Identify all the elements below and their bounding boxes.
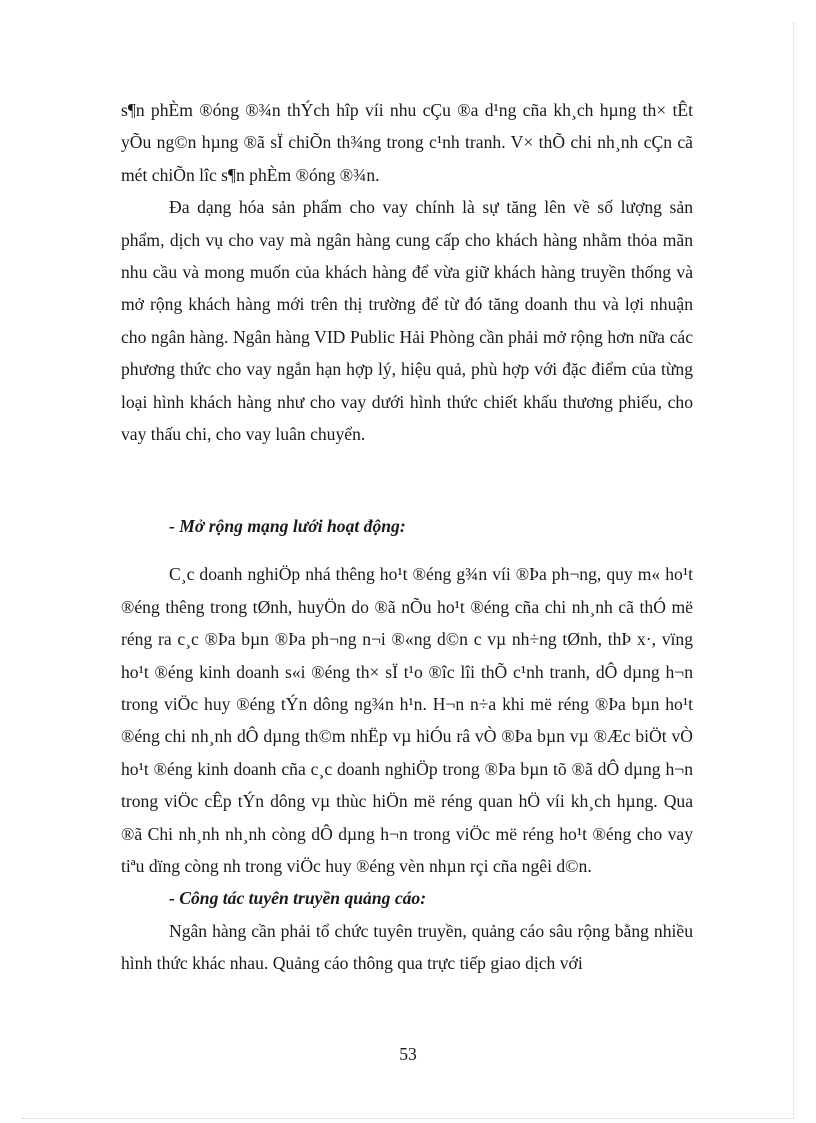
page-border-right	[793, 22, 794, 1118]
paragraph-network-expansion: C¸c doanh nghiÖp nhá thêng ho¹t ®éng g¾n víi ®Þa ph¬ng, quy m« ho¹t ®éng thêng trong tØnh, huyÖn do ®ã nÕu ho¹t ®éng cña chi nh¸nh cã thÓ më réng ra c¸c ®Þa bµn ®Þa ph¬ng n¬i ®«ng d©n c vµ nh÷ng tØnh, thÞ x·, vïng ho¹t ®éng kinh doanh s«i ®éng th× sÏ t¹o ®îc lîi thÕ c¹nh tranh, dÔ dµng h¬n trong viÖc huy ®éng tÝn dông ng¾n h¹n. H¬n n÷a khi më réng ®Þa bµn ho¹t ®éng chi nh¸nh dÔ dµng th©m nhËp vµ hiÓu râ vÒ ®Þa bµn vµ ®Æc biÖt vÒ ho¹t ®éng kinh doanh cña c¸c doanh nghiÖp trong ®Þa bµn tõ ®ã dÔ dµng h¬n trong viÖc cÊp tÝn dông vµ thùc hiÖn më réng quan hÖ víi kh¸ch hµng. Qua ®ã Chi nh¸nh nh¸nh còng dÔ dµng h¬n trong viÖc më réng ho¹t ®éng cho vay tiªu dïng còng nh trong viÖc huy ®éng vèn nhµn rçi cña ngêi d©n.	[121, 564, 693, 877]
page-number: 53	[399, 1044, 417, 1064]
paragraph-loan-diversification: Đa dạng hóa sản phẩm cho vay chính là sự tăng lên về số lượng sản phẩm, dịch vụ cho vay mà ngân hàng cung cấp cho khách hàng nhằm thỏa mãn nhu cầu và mong muốn của khách hàng để vừa giữ khách hàng truyền thống và mở rộng khách hàng mới trên thị trường để từ đó tăng doanh thu và lợi nhuận cho ngân hàng. Ngân hàng VID Public Hải Phòng cần phải mở rộng hơn nữa các phương thức cho vay ngắn hạn hợp lý, hiệu quả, phù hợp với đặc điểm của từng loại hình khách hàng như cho vay dưới hình thức chiết khấu thương phiếu, cho vay thấu chi, cho vay luân chuyển.	[121, 197, 693, 445]
body-text-section-2	[121, 510, 693, 980]
paragraph-advertising: Ngân hàng cần phải tổ chức tuyên truyền, quảng cáo sâu rộng bằng nhiều hình thức khác nhau. Quảng cáo thông qua trực tiếp giao dịch với	[121, 920, 693, 974]
page-border-bottom	[22, 1118, 794, 1119]
body-text	[121, 94, 693, 450]
section-heading-network-expansion: - Mở rộng mạng lưới hoạt động:	[169, 516, 406, 536]
paragraph-product-strategy: s¶n phÈm ®óng ®¾n thÝch hîp víi nhu cÇu ®a d¹ng cña kh¸ch hµng th× tÊt yÕu ng©n hµng ®ã sÏ chiÕn th¾ng trong c¹nh tranh. V× thÕ chi nh¸nh cÇn cã mét chiÕn lîc s¶n phÈm ®óng ®¾n.	[121, 100, 693, 185]
section-heading-advertising: - Công tác tuyên truyền quảng cáo:	[169, 888, 427, 909]
